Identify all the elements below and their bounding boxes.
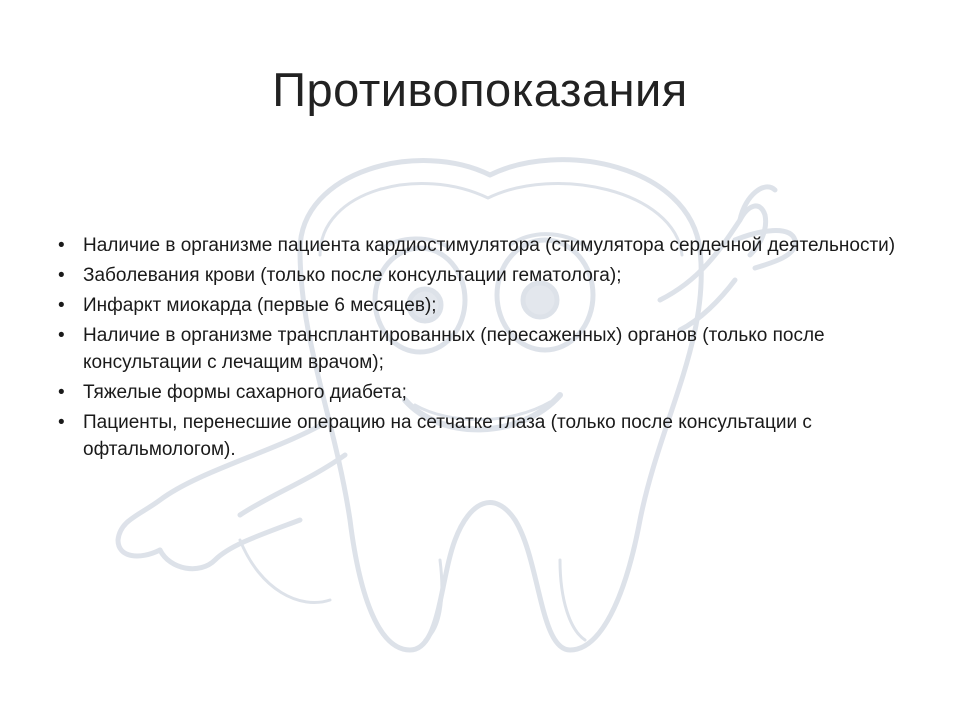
list-item [58,262,908,289]
bullet-marker: • [58,325,65,346]
list-item-text: Наличие в организме трансплантированных (пересаженных) органов (только после консультации с лечащим врачом); [83,325,825,373]
list-item-text: Заболевания крови (только после консультации гематолога); [83,265,622,286]
list-item [58,322,908,376]
list-item [58,232,908,259]
list-item-text: Пациенты, перенесшие операцию на сетчатке глаза (только после консультации с офтальмологом). [83,412,812,460]
list-item-text: Инфаркт миокарда (первые 6 месяцев); [83,295,437,316]
list-item [58,379,908,406]
slide-title: Противопоказания [272,63,688,116]
list-item [58,409,908,463]
bullet-list [58,232,908,466]
list-item-text: Наличие в организме пациента кардиостимулятора (стимулятора сердечной деятельности) [83,235,896,256]
bullet-marker: • [58,235,65,256]
bullet-marker: • [58,412,65,433]
bullet-marker: • [58,295,65,316]
bullet-marker: • [58,382,65,403]
list-item-text: Тяжелые формы сахарного диабета; [83,382,407,403]
list-item [58,292,908,319]
bullet-marker: • [58,265,65,286]
